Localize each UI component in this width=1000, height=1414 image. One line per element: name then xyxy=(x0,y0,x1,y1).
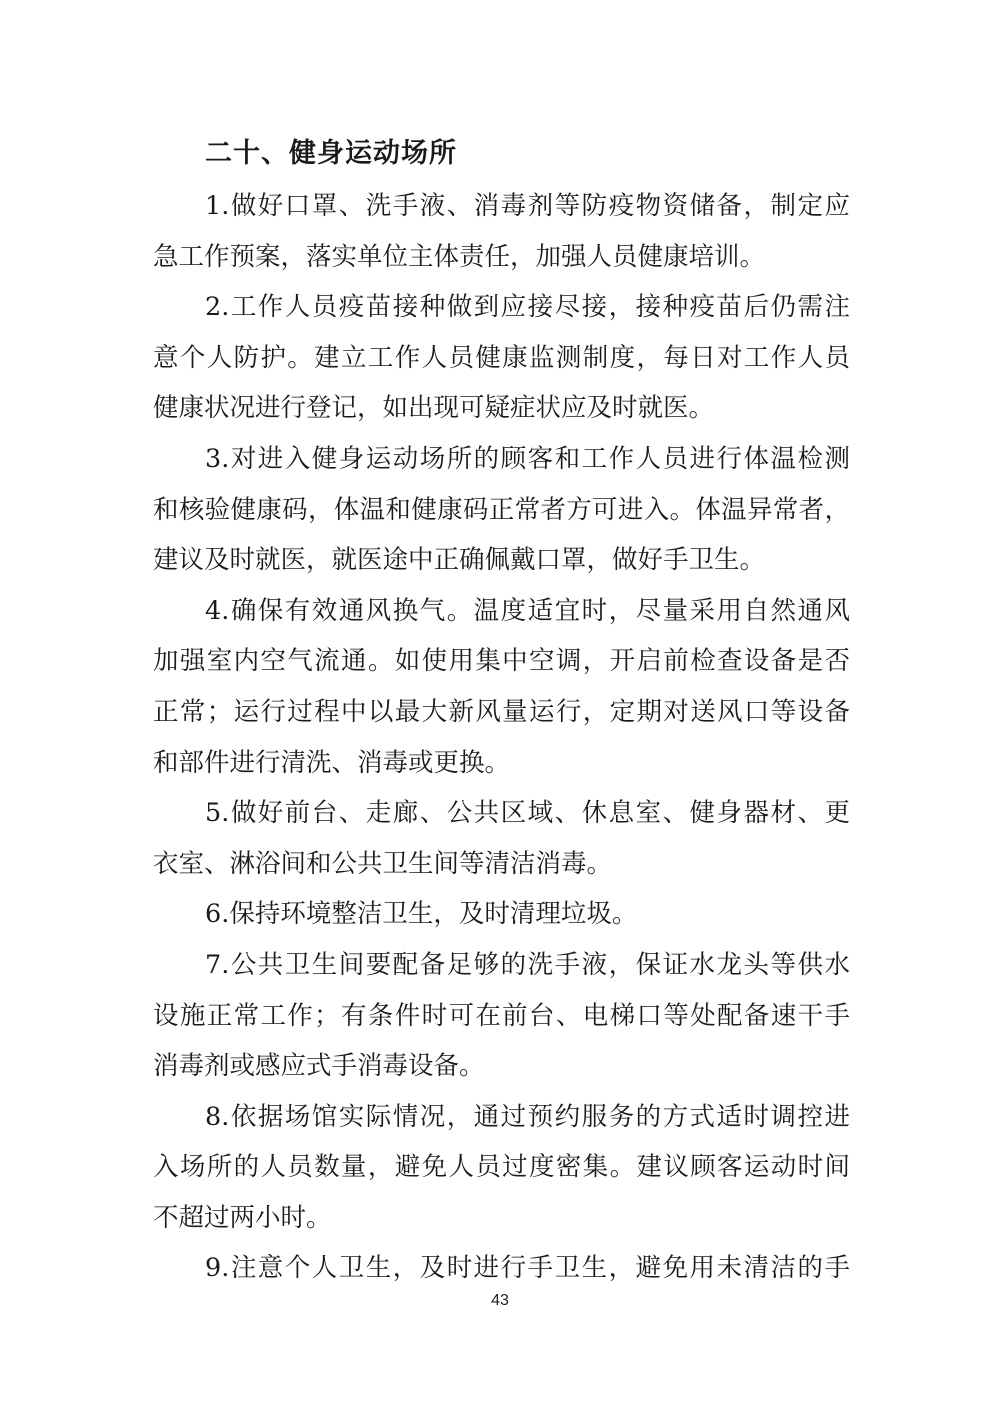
section-title: 二十、健身运动场所 xyxy=(205,138,457,169)
text-line: 和部件进行清洗、消毒或更换。 xyxy=(153,747,511,778)
text-line: 5.做好前台、走廊、公共区域、休息室、健身器材、更 xyxy=(205,798,850,829)
text-line: 急工作预案，落实单位主体责任，加强人员健康培训。 xyxy=(153,241,766,272)
text-line: 意个人防护。建立工作人员健康监测制度，每日对工作人员 xyxy=(153,342,850,373)
text-line: 入场所的人员数量，避免人员过度密集。建议顾客运动时间 xyxy=(153,1152,850,1183)
paragraph xyxy=(153,586,850,788)
paragraph xyxy=(153,788,850,889)
text-line: 1.做好口罩、洗手液、消毒剂等防疫物资储备，制定应 xyxy=(205,191,850,221)
text-line: 正常；运行过程中以最大新风量运行，定期对送风口等设备 xyxy=(153,696,850,727)
paragraph xyxy=(153,1092,850,1244)
paragraph xyxy=(153,889,850,940)
text-line: 和核验健康码，体温和健康码正常者方可进入。体温异常者， xyxy=(153,494,850,525)
page-number: 43 xyxy=(491,1292,509,1309)
text-line: 设施正常工作；有条件时可在前台、电梯口等处配备速干手 xyxy=(153,1000,850,1031)
text-line: 9.注意个人卫生，及时进行手卫生，避免用未清洁的手 xyxy=(205,1253,850,1284)
paragraph xyxy=(153,940,850,1092)
paragraph xyxy=(153,434,850,586)
text-line: 建议及时就医，就医途中正确佩戴口罩，做好手卫生。 xyxy=(153,545,766,576)
text-line: 6.保持环境整洁卫生，及时清理垃圾。 xyxy=(205,899,638,930)
text-line: 健康状况进行登记，如出现可疑症状应及时就医。 xyxy=(153,393,715,424)
text-line: 消毒剂或感应式手消毒设备。 xyxy=(153,1051,485,1082)
paragraph xyxy=(153,181,850,282)
text-line: 不超过两小时。 xyxy=(153,1202,332,1233)
text-line: 7.公共卫生间要配备足够的洗手液，保证水龙头等供水 xyxy=(205,949,850,980)
text-line: 2.工作人员疫苗接种做到应接尽接，接种疫苗后仍需注 xyxy=(205,292,850,323)
paragraph xyxy=(153,1243,850,1294)
paragraph xyxy=(153,282,850,434)
body-text xyxy=(153,181,850,1294)
text-line: 3.对进入健身运动场所的顾客和工作人员进行体温检测 xyxy=(205,443,850,474)
text-line: 4.确保有效通风换气。温度适宜时，尽量采用自然通风 xyxy=(205,595,850,626)
text-line: 衣室、淋浴间和公共卫生间等清洁消毒。 xyxy=(153,848,613,879)
text-line: 8.依据场馆实际情况，通过预约服务的方式适时调控进 xyxy=(205,1101,850,1132)
text-line: 加强室内空气流通。如使用集中空调，开启前检查设备是否 xyxy=(153,646,850,677)
